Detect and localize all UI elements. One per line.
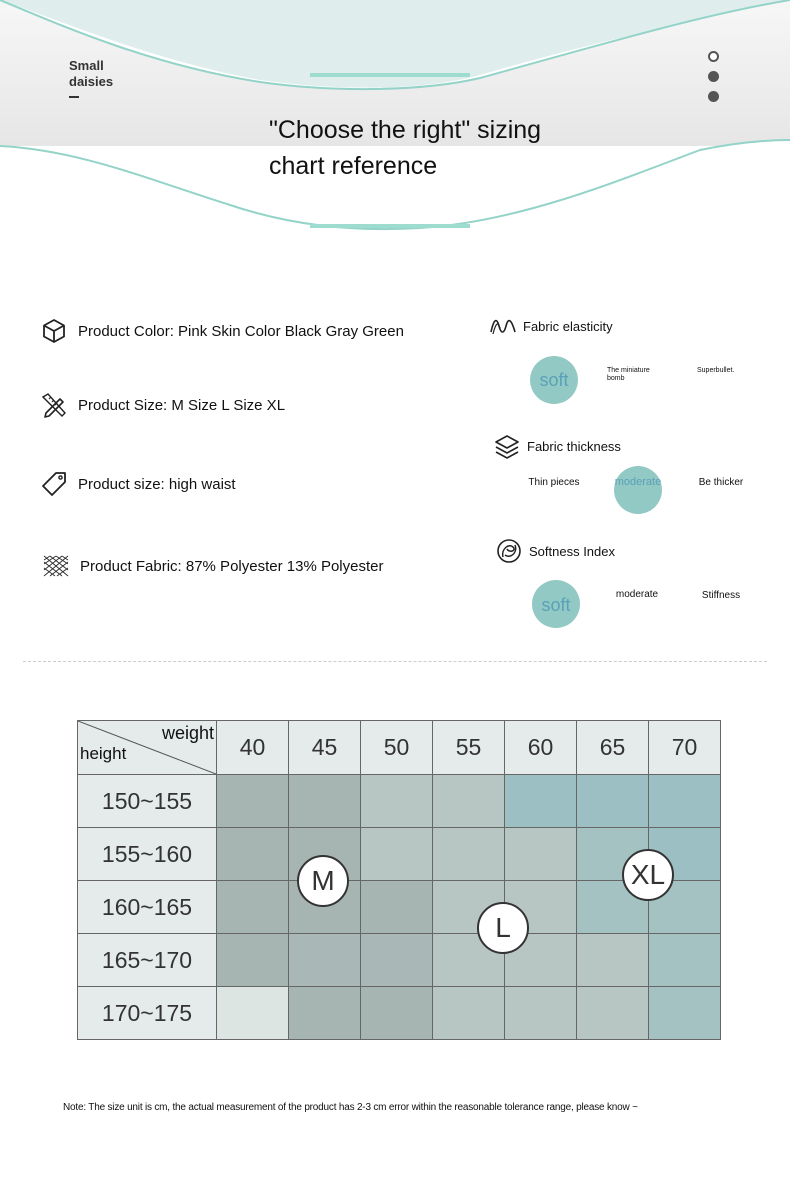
elasticity-title (489, 312, 613, 340)
spec-fabric (42, 552, 383, 580)
weight-header-cell: 45 (289, 721, 361, 775)
size-cell (577, 775, 649, 828)
weight-header-cell: 60 (505, 721, 577, 775)
tag-icon (40, 470, 68, 498)
table-corner (78, 721, 217, 775)
elasticity-title-text: Fabric elasticity (523, 318, 613, 334)
size-cell (433, 775, 505, 828)
thickness-title-text: Fabric thickness (527, 438, 621, 454)
size-cell (649, 934, 721, 987)
elasticity-scale-soft: soft (539, 370, 569, 390)
size-badge-l: L (477, 902, 529, 954)
size-note: Note: The size unit is cm, the actual measurement of the product has 2-3 cm error within the reasonable tolerance range, please know ~ (63, 1102, 638, 1113)
softness-title-text: Softness Index (529, 543, 615, 559)
size-cell (217, 775, 289, 828)
height-header-cell: 155~160 (78, 828, 217, 881)
thickness-scale-moderate: moderate (614, 476, 662, 488)
softness-scale-soft: soft (541, 595, 571, 615)
size-cell (217, 987, 289, 1040)
elasticity-scale-high: Superbullet. (697, 367, 735, 374)
size-cell (649, 775, 721, 828)
size-badge-xl: XL (622, 849, 674, 901)
table-row (78, 775, 721, 828)
table-row (78, 987, 721, 1040)
weight-header-cell: 55 (433, 721, 505, 775)
brand-line-2: daisies (69, 74, 114, 89)
spec-waist-label: Product size: high waist (78, 475, 236, 493)
fabric-texture-icon (42, 552, 70, 580)
size-cell (289, 775, 361, 828)
weight-header-cell: 50 (361, 721, 433, 775)
thickness-title (493, 432, 621, 460)
weight-header-cell: 40 (217, 721, 289, 775)
table-row (78, 934, 721, 987)
corner-weight-label: weight (161, 723, 214, 743)
size-cell (217, 828, 289, 881)
size-cell (361, 775, 433, 828)
size-cell (433, 987, 505, 1040)
height-header-cell: 150~155 (78, 775, 217, 828)
brand-dash (69, 96, 79, 98)
size-cell (505, 828, 577, 881)
spec-color-label: Product Color: Pink Skin Color Black Gray Green (78, 322, 404, 340)
softness-title (495, 537, 615, 565)
spec-color (40, 317, 404, 345)
thickness-selected-bubble (614, 466, 662, 514)
softness-scale-moderate: moderate (615, 589, 659, 600)
size-cell (649, 987, 721, 1040)
section-divider (23, 661, 767, 662)
layers-icon (493, 432, 521, 460)
indicator-dot (708, 71, 719, 82)
page-indicator (708, 51, 719, 111)
size-cell (505, 775, 577, 828)
table-row (78, 881, 721, 934)
size-badge-m: M (297, 855, 349, 907)
weight-header-row (78, 721, 721, 775)
softness-scale-stiff: Stiffness (701, 590, 741, 601)
spec-size-label: Product Size: M Size L Size XL (78, 396, 286, 414)
page-headline: "Choose the right" sizing chart reference (269, 116, 542, 180)
thickness-scale-thick: Be thicker (698, 477, 744, 488)
size-cell (433, 828, 505, 881)
size-cell (217, 881, 289, 934)
spec-fabric-label: Product Fabric: 87% Polyester 13% Polyester (80, 557, 384, 575)
indicator-dot (708, 91, 719, 102)
size-cell (361, 881, 433, 934)
weight-header-cell: 70 (649, 721, 721, 775)
spec-size (40, 391, 285, 419)
box-icon (40, 317, 68, 345)
thickness-scale-thin: Thin pieces (528, 477, 580, 488)
indicator-dot (708, 51, 719, 62)
size-cell (361, 987, 433, 1040)
elasticity-scale-mid: The miniature bomb (607, 367, 650, 382)
size-cell (289, 934, 361, 987)
brand-line-1: Small (69, 58, 104, 73)
height-header-cell: 170~175 (78, 987, 217, 1040)
height-header-cell: 165~170 (78, 934, 217, 987)
height-header-cell: 160~165 (78, 881, 217, 934)
elastic-wave-icon (489, 312, 517, 340)
size-cell (577, 934, 649, 987)
brand-logo (69, 58, 113, 98)
pencil-ruler-icon (40, 391, 68, 419)
size-cell (361, 828, 433, 881)
corner-height-label: height (80, 744, 127, 763)
size-cell (505, 987, 577, 1040)
weight-header-cell: 65 (577, 721, 649, 775)
spec-waist (40, 470, 236, 498)
size-cell (577, 987, 649, 1040)
size-cell (217, 934, 289, 987)
size-cell (289, 987, 361, 1040)
size-cell (361, 934, 433, 987)
swirl-icon (495, 537, 523, 565)
